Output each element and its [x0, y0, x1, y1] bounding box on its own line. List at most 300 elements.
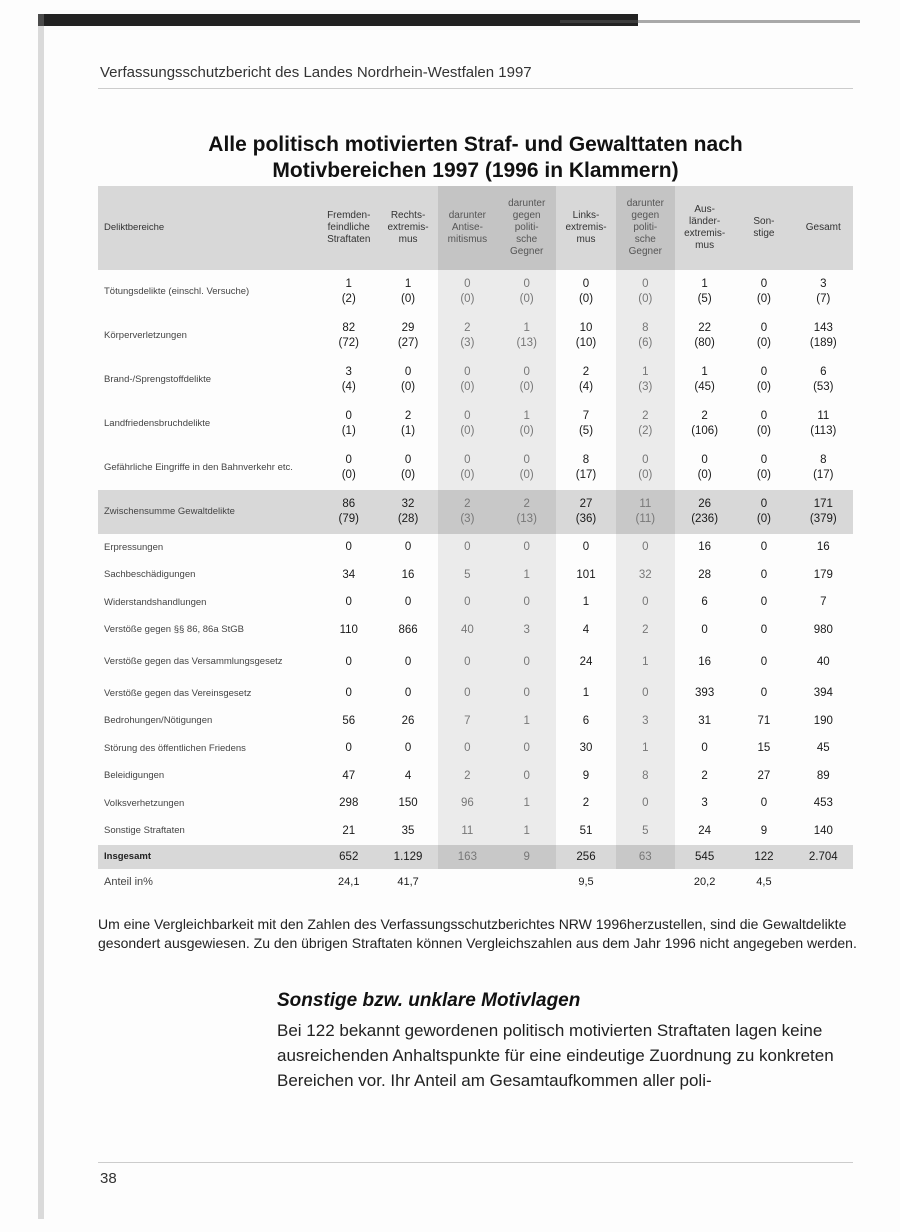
table-cell — [378, 270, 437, 314]
table-title — [98, 132, 853, 184]
table-cell: 1 — [616, 735, 675, 763]
table-cell: 63 — [616, 845, 675, 869]
value-1996: (0) — [460, 469, 475, 481]
table-cell — [734, 446, 793, 490]
value-1996: (5) — [578, 425, 594, 437]
column-header-4: darunter gegen politi- sche Gegner — [497, 186, 556, 270]
table-row — [98, 446, 853, 490]
table-cell: 8 — [616, 763, 675, 791]
column-header-0: Deliktbereiche — [104, 222, 165, 233]
row-label: Gefährliche Eingriffe in den Bahnverkehr etc. — [104, 462, 293, 473]
table-cell: 3 — [616, 708, 675, 736]
table-cell: 0 — [616, 790, 675, 818]
value-1997: 0 — [464, 454, 471, 466]
value-1997: 1 — [404, 278, 412, 290]
statistics-table-wrapper — [98, 186, 853, 895]
section-text: Bei 122 bekannt gewordenen politisch motivierten Straftaten lagen keine ausreichenden Anhaltspunkte für eine eindeutige Zuordnung zu konkreten Bereichen vor. Ihr Anteil am Gesamtaufkommen aller poli- — [277, 1021, 834, 1090]
value-1997: 0 — [760, 498, 768, 510]
value-1997: 2 — [464, 498, 471, 510]
column-header-2: Rechts- extremis- mus — [387, 210, 429, 245]
table-cell: 0 — [497, 534, 556, 562]
table-cell — [438, 446, 497, 490]
value-1997: 0 — [345, 410, 352, 422]
value-1996: (2) — [341, 293, 356, 305]
value-1996: (6) — [638, 337, 653, 349]
value-1996: (1) — [401, 425, 416, 437]
table-cell — [319, 402, 378, 446]
value-1997: 26 — [698, 498, 712, 510]
table-cell — [556, 358, 615, 402]
table-cell — [556, 402, 615, 446]
value-1997: 0 — [464, 366, 471, 378]
table-cell — [734, 402, 793, 446]
table-cell — [675, 446, 734, 490]
table-cell: 89 — [816, 769, 830, 782]
table-cell: 1 — [497, 708, 556, 736]
value-1996: (0) — [578, 293, 594, 305]
footnote: Um eine Vergleichbarkeit mit den Zahlen des Verfassungsschutzberichtes NRW 1996herzustellen, sind die Gewaltdelikte gesondert ausgewiesen. Zu den übrigen Straftaten können Vergleichszahlen aus dem Jahr 1996 nicht angegeben werden. — [98, 916, 857, 951]
table-cell: 40 — [438, 617, 497, 645]
value-1997: 0 — [523, 366, 530, 378]
title-line-1: Alle politisch motivierten Straf- und Gewalttaten nach — [208, 133, 743, 156]
table-cell — [556, 490, 615, 534]
value-1996: (0) — [519, 293, 534, 305]
table-cell: 0 — [497, 589, 556, 617]
table-cell — [675, 314, 734, 358]
table-cell: 0 — [760, 687, 768, 700]
table-cell: 4 — [404, 769, 412, 782]
table-cell: 0 — [760, 623, 768, 636]
table-cell: 0 — [404, 541, 412, 554]
value-1997: 0 — [760, 278, 768, 290]
footer-rule — [98, 1162, 853, 1163]
value-1997: 8 — [820, 454, 827, 466]
table-cell: 71 — [757, 714, 771, 727]
table-cell — [616, 869, 675, 895]
table-cell: 0 — [497, 735, 556, 763]
page-number: 38 — [100, 1170, 117, 1187]
value-1997: 29 — [401, 322, 415, 334]
table-cell: 0 — [404, 655, 412, 668]
row-label: Tötungsdelikte (einschl. Versuche) — [104, 286, 250, 297]
row-label: Zwischensumme Gewaltdelikte — [98, 490, 319, 534]
table-cell: 298 — [339, 797, 359, 810]
table-cell: 1 — [497, 818, 556, 846]
table-cell — [794, 402, 853, 446]
table-cell — [794, 358, 853, 402]
row-label: Bedrohungen/Nötigungen — [104, 715, 213, 727]
value-1996: (0) — [401, 469, 416, 481]
table-cell — [319, 490, 378, 534]
table-cell — [794, 314, 853, 358]
table-cell — [438, 869, 497, 895]
value-1997: 2 — [642, 410, 649, 422]
table-cell: 866 — [398, 623, 418, 636]
table-cell — [319, 446, 378, 490]
table-cell: 190 — [813, 714, 833, 727]
table-cell — [319, 270, 378, 314]
table-cell: 7 — [438, 708, 497, 736]
value-1997: 82 — [342, 322, 356, 334]
table-cell: 24 — [579, 655, 593, 668]
table-cell: 4,5 — [756, 875, 772, 888]
table-cell: 21 — [342, 824, 356, 837]
table-cell: 0 — [345, 596, 352, 609]
table-row — [98, 869, 853, 895]
title-line-2: Motivbereichen 1997 (1996 in Klammern) — [272, 159, 679, 182]
table-cell: 652 — [319, 845, 378, 869]
table-cell: 9 — [497, 845, 556, 869]
row-label: Körperverletzungen — [104, 330, 187, 341]
table-cell — [497, 270, 556, 314]
table-cell: 0 — [345, 687, 352, 700]
value-1997: 1 — [345, 278, 352, 290]
value-1997: 32 — [401, 498, 415, 510]
table-cell: 9 — [760, 824, 768, 837]
table-cell: 34 — [342, 568, 356, 581]
table-cell: 51 — [579, 824, 593, 837]
table-cell — [675, 402, 734, 446]
value-1996: (0) — [756, 337, 771, 349]
table-cell — [497, 358, 556, 402]
table-cell: 0 — [404, 742, 412, 755]
left-scan-edge — [38, 14, 44, 1219]
value-1997: 143 — [813, 322, 833, 334]
table-cell: 35 — [401, 824, 415, 837]
value-1996: (36) — [575, 513, 597, 525]
value-1996: (13) — [516, 513, 537, 525]
value-1997: 1 — [523, 410, 530, 422]
value-1997: 3 — [820, 278, 827, 290]
value-1996: (11) — [635, 513, 656, 525]
table-cell: 3 — [497, 617, 556, 645]
row-label: Widerstandshandlungen — [104, 596, 207, 608]
table-cell — [556, 314, 615, 358]
table-row — [98, 358, 853, 402]
value-1996: (0) — [756, 425, 771, 437]
row-label: Brand-/Sprengstoffdelikte — [104, 374, 212, 385]
table-cell — [675, 490, 734, 534]
value-1997: 27 — [579, 498, 593, 510]
value-1997: 0 — [642, 278, 649, 290]
value-1997: 0 — [404, 454, 412, 466]
row-label: Beleidigungen — [104, 770, 165, 782]
value-1997: 22 — [698, 322, 712, 334]
table-cell — [616, 358, 675, 402]
value-1996: (45) — [694, 381, 715, 393]
table-cell: 9,5 — [578, 875, 594, 888]
table-cell: 0 — [760, 797, 768, 810]
table-cell — [734, 358, 793, 402]
value-1997: 1 — [642, 366, 649, 378]
row-label: Volksverhetzungen — [104, 797, 185, 809]
table-cell — [438, 314, 497, 358]
table-cell: 3 — [701, 797, 708, 810]
value-1996: (0) — [401, 381, 416, 393]
value-1996: (80) — [694, 337, 715, 349]
table-cell — [319, 314, 378, 358]
value-1996: (17) — [813, 469, 834, 481]
row-label: Störung des öffentlichen Friedens — [104, 742, 246, 754]
value-1996: (27) — [397, 337, 419, 349]
table-cell — [734, 490, 793, 534]
table-row — [98, 818, 853, 846]
value-1997: 0 — [760, 454, 768, 466]
table-cell: 0 — [404, 687, 412, 700]
table-cell — [497, 869, 556, 895]
table-row — [98, 562, 853, 590]
table-cell: 2 — [616, 617, 675, 645]
table-row — [98, 490, 853, 534]
value-1996: (113) — [810, 425, 837, 437]
row-label: Verstöße gegen §§ 86, 86a StGB — [104, 624, 244, 636]
value-1997: 1 — [523, 322, 530, 334]
value-1997: 0 — [760, 322, 768, 334]
value-1996: (3) — [460, 513, 475, 525]
table-row — [98, 735, 853, 763]
value-1997: 0 — [523, 278, 530, 290]
value-1996: (236) — [691, 513, 719, 525]
table-cell: 110 — [339, 623, 358, 636]
table-row — [98, 402, 853, 446]
table-cell: 122 — [734, 845, 793, 869]
table-cell: 394 — [813, 687, 833, 700]
value-1997: 6 — [820, 366, 827, 378]
table-cell: 0 — [497, 763, 556, 791]
value-1997: 0 — [345, 454, 352, 466]
value-1996: (0) — [460, 293, 475, 305]
table-body — [98, 270, 853, 895]
value-1997: 1 — [701, 278, 708, 290]
table-cell: 0 — [438, 680, 497, 708]
value-1996: (4) — [341, 381, 356, 393]
value-1996: (379) — [809, 513, 837, 525]
table-cell: 1 — [497, 790, 556, 818]
table-cell: 0 — [438, 589, 497, 617]
value-1996: (106) — [691, 425, 719, 437]
table-cell — [378, 314, 437, 358]
value-1997: 7 — [582, 410, 590, 422]
table-cell: 1 — [616, 644, 675, 680]
value-1996: (13) — [516, 337, 537, 349]
table-cell: 16 — [698, 655, 712, 668]
column-header-3: darunter Antise- mitismus — [438, 186, 497, 270]
table-cell: 30 — [579, 742, 593, 755]
table-cell: 2 — [701, 769, 708, 782]
value-1996: (0) — [638, 293, 653, 305]
table-row — [98, 644, 853, 680]
table-cell: 0 — [438, 735, 497, 763]
table-cell: 4 — [582, 623, 590, 636]
table-cell: 150 — [398, 797, 418, 810]
table-cell: 9 — [582, 769, 590, 782]
table-cell: 163 — [438, 845, 497, 869]
table-cell — [378, 402, 437, 446]
value-1997: 0 — [642, 454, 649, 466]
table-cell: 393 — [695, 687, 715, 700]
value-1997: 2 — [582, 366, 590, 378]
value-1996: (10) — [575, 337, 597, 349]
table-cell: 24 — [698, 824, 712, 837]
row-label: Sachbeschädigungen — [104, 569, 196, 581]
table-cell: 16 — [401, 568, 415, 581]
row-label: Anteil in% — [104, 876, 153, 888]
table-cell: 0 — [497, 680, 556, 708]
table-row — [98, 845, 853, 869]
table-row — [98, 589, 853, 617]
table-cell — [794, 446, 853, 490]
table-cell: 140 — [813, 824, 833, 837]
table-cell — [616, 446, 675, 490]
value-1996: (0) — [519, 381, 534, 393]
table-cell: 0 — [345, 742, 352, 755]
value-1996: (0) — [756, 469, 771, 481]
row-label: Verstöße gegen das Vereinsgesetz — [104, 687, 252, 699]
row-label: Verstöße gegen das Versammlungsgesetz — [104, 656, 283, 667]
table-cell: 0 — [616, 534, 675, 562]
value-1997: 8 — [642, 322, 649, 334]
value-1997: 0 — [582, 278, 590, 290]
row-label: Sonstige Straftaten — [104, 825, 185, 837]
column-header-5: Links- extremis- mus — [565, 210, 607, 245]
table-cell: 0 — [404, 596, 412, 609]
table-row — [98, 708, 853, 736]
table-cell: 0 — [345, 655, 352, 668]
table-cell: 0 — [497, 644, 556, 680]
table-row — [98, 680, 853, 708]
table-cell: 545 — [675, 845, 734, 869]
value-1996: (0) — [519, 469, 534, 481]
table-cell: 47 — [342, 769, 356, 782]
value-1996: (189) — [809, 337, 837, 349]
table-cell: 0 — [760, 655, 768, 668]
table-cell: 56 — [342, 714, 356, 727]
value-1996: (0) — [401, 293, 416, 305]
column-header-8: Son- stige — [753, 216, 775, 239]
value-1996: (7) — [816, 293, 831, 305]
value-1997: 11 — [639, 498, 652, 510]
running-head: Verfassungsschutzbericht des Landes Nordrhein-Westfalen 1997 — [100, 64, 532, 81]
statistics-table — [98, 186, 853, 895]
table-cell — [497, 314, 556, 358]
value-1996: (0) — [756, 513, 771, 525]
table-cell — [616, 270, 675, 314]
value-1996: (72) — [338, 337, 359, 349]
table-cell: 0 — [701, 623, 708, 636]
value-1996: (3) — [460, 337, 475, 349]
table-cell — [675, 270, 734, 314]
table-cell — [616, 314, 675, 358]
table-cell — [734, 314, 793, 358]
table-row — [98, 763, 853, 791]
table-header — [98, 186, 853, 270]
value-1997: 0 — [760, 366, 768, 378]
row-label: Insgesamt — [98, 845, 319, 869]
table-row — [98, 314, 853, 358]
table-cell — [378, 358, 437, 402]
table-cell: 96 — [438, 790, 497, 818]
value-1997: 10 — [579, 322, 593, 334]
column-header-6: darunter gegen politi- sche Gegner — [616, 186, 675, 270]
column-header-7: Aus- länder- extremis- mus — [684, 204, 726, 251]
table-cell: 28 — [698, 568, 712, 581]
table-cell: 45 — [816, 742, 830, 755]
table-cell: 0 — [760, 596, 768, 609]
table-row — [98, 790, 853, 818]
header-rule — [98, 88, 853, 89]
table-cell: 0 — [582, 541, 590, 554]
table-cell — [675, 358, 734, 402]
table-cell: 179 — [813, 568, 833, 581]
value-1996: (0) — [460, 381, 475, 393]
table-cell: 6 — [582, 714, 590, 727]
table-cell: 32 — [616, 562, 675, 590]
table-cell — [616, 490, 675, 534]
value-1997: 8 — [582, 454, 590, 466]
value-1996: (0) — [756, 381, 771, 393]
value-1996: (17) — [575, 469, 597, 481]
value-1997: 0 — [701, 454, 708, 466]
table-cell: 2 — [438, 763, 497, 791]
table-cell: 24,1 — [338, 875, 360, 888]
table-cell — [438, 402, 497, 446]
table-cell — [438, 358, 497, 402]
column-header-9: Gesamt — [805, 222, 841, 233]
table-cell — [497, 490, 556, 534]
value-1996: (0) — [638, 469, 653, 481]
table-cell — [794, 869, 853, 895]
value-1997: 11 — [817, 410, 830, 422]
table-cell: 0 — [616, 680, 675, 708]
table-cell: 5 — [616, 818, 675, 846]
value-1997: 2 — [404, 410, 412, 422]
value-1997: 0 — [464, 278, 471, 290]
value-1996: (0) — [519, 425, 534, 437]
table-cell: 453 — [813, 797, 833, 810]
table-cell: 27 — [757, 769, 771, 782]
table-cell: 0 — [616, 589, 675, 617]
value-1996: (79) — [338, 513, 359, 525]
value-1996: (0) — [697, 469, 712, 481]
table-cell: 101 — [576, 568, 596, 581]
table-cell: 256 — [556, 845, 615, 869]
table-cell: 15 — [757, 742, 771, 755]
table-cell: 1 — [582, 687, 590, 700]
value-1996: (2) — [638, 425, 653, 437]
value-1997: 171 — [813, 498, 833, 510]
value-1996: (0) — [460, 425, 475, 437]
section-heading: Sonstige bzw. unklare Motivlagen — [277, 990, 581, 1011]
value-1997: 0 — [404, 366, 412, 378]
table-cell: 16 — [698, 541, 712, 554]
value-1996: (28) — [397, 513, 419, 525]
table-row — [98, 270, 853, 314]
value-1997: 1 — [701, 366, 708, 378]
table-cell: 0 — [438, 644, 497, 680]
table-cell: 980 — [813, 623, 833, 636]
value-1997: 0 — [523, 454, 530, 466]
table-cell: 40 — [816, 655, 830, 668]
table-cell — [378, 446, 437, 490]
value-1997: 2 — [701, 410, 708, 422]
table-cell: 16 — [816, 541, 830, 554]
table-cell: 1.129 — [378, 845, 437, 869]
value-1997: 86 — [342, 498, 356, 510]
table-cell — [438, 490, 497, 534]
table-cell: 26 — [401, 714, 415, 727]
table-cell — [438, 270, 497, 314]
value-1997: 0 — [760, 410, 768, 422]
